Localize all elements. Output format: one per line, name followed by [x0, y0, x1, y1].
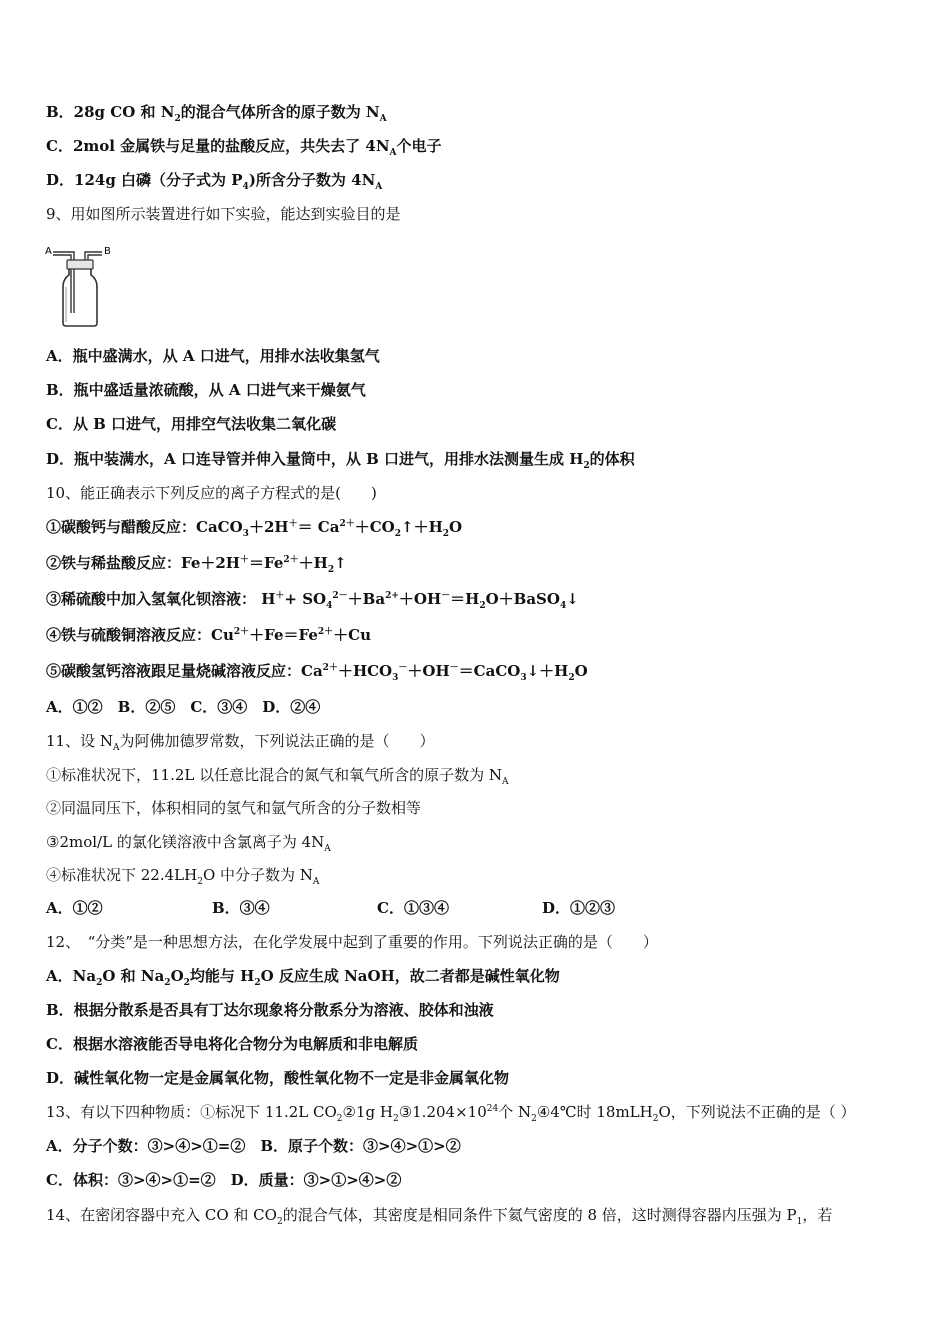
q11-item-4: ④标准状况下 $22.4LH_2O$ 中分子数为 $N_A$ [46, 866, 320, 887]
q11-option-c: C．①③④ [377, 899, 449, 917]
q10-item-4: ④铁与硫酸铜溶液反应：$Cu^{2+}+Fe=Fe^{2+}+Cu$ [46, 626, 371, 644]
q10-item-5: ⑤碳酸氢钙溶液跟足量烧碱溶液反应：$Ca^{2+}+HCO_3^-+OH^-=CaCO_3↓+H_2O$ [46, 662, 588, 683]
q9-option-a: A．瓶中盛满水，从 A 口进气，用排水法收集氢气 [46, 347, 380, 365]
q10-item-2: ②铁与稀盐酸反应：$Fe+2H^+=Fe^{2+}+H_2↑$ [46, 554, 347, 575]
q10-item-3: ③稀硫酸中加入氢氧化钡溶液： $H^++ SO_4^{2-}+Ba^{2+}+OH^-=H_2O+BaSO_4↓$ [46, 590, 579, 611]
q11-option-a: A．①② [46, 899, 103, 917]
q8-option-b: B．28g CO 和 $N_2$的混合气体所含的原子数为 $N_A$ [46, 103, 387, 124]
q12-option-a: A．$Na_2O$ 和 $Na_2O_2$均能与 $H_2O$ 反应生成 NaOH，故二者都是碱性氧化物 [46, 967, 560, 988]
q13-options-ab: A．分子个数：③>④>①=② B．原子个数：③>④>①>② [46, 1137, 461, 1155]
q12-option-d: D．碱性氧化物一定是金属氧化物，酸性氧化物不一定是非金属氧化物 [46, 1069, 510, 1087]
q13-options-cd: C．体积：③>④>①=② D．质量：③>①>④>② [46, 1171, 402, 1189]
q8-option-d: D．124g 白磷（分子式为 $P_4$)所含分子数为 $4N_A$ [46, 171, 383, 192]
q11-item-2: ②同温同压下，体积相同的氢气和氩气所含的分子数相等 [46, 799, 422, 817]
q14-stem: 14、在密闭容器中充入 CO 和 $CO_2$的混合气体，其密度是相同条件下氦气密度的 8 倍，这时测得容器内压强为 $P_1$，若 [46, 1206, 833, 1227]
q10-options: A．①② B．②⑤ C．③④ D．②④ [46, 698, 321, 716]
q10-item-1: ①碳酸钙与醋酸反应：CaCO$_3$＋2H＋＝ $Ca^{2+}+CO_2↑+H_2O$ [46, 518, 463, 539]
q11-item-3: ③2mol/L 的氯化镁溶液中含氯离子为 $4N_A$ [46, 833, 331, 854]
q12-stem: 12、 “分类”是一种思想方法，在化学发展中起到了重要的作用。下列说法正确的是（ ） [46, 933, 658, 951]
q9-stem: 9、用如图所示装置进行如下实验，能达到实验目的是 [46, 205, 401, 223]
q12-option-c: C．根据水溶液能否导电将化合物分为电解质和非电解质 [46, 1035, 418, 1053]
q10-stem: 10、能正确表示下列反应的离子方程式的是( ) [46, 484, 377, 502]
q11-stem: 11、设 $N_A$为阿佛加德罗常数，下列说法正确的是（ ） [46, 732, 435, 753]
q11-option-b: B．③④ [212, 899, 270, 917]
q11-item-1: ①标准状况下，11.2L 以任意比混合的氮气和氧气所含的原子数为 $N_A$ [46, 766, 509, 787]
gas-washing-bottle-figure [44, 243, 116, 327]
q9-option-b: B．瓶中盛适量浓硫酸，从 A 口进气来干燥氨气 [46, 381, 366, 399]
label-a: A [45, 246, 52, 257]
q9-option-d: D．瓶中装满水，A 口连导管并伸入量筒中，从 B 口进气，用排水法测量生成 $H_2$的体积 [46, 450, 635, 471]
q9-option-c: C．从 B 口进气，用排空气法收集二氧化碳 [46, 415, 337, 433]
q13-stem: 13、有以下四种物质：①标况下 11.2L $CO_2②1g$ $H_2③1.204\times 10^{24}$个 $N_2④4℃$时 18mLH$_2$O，下列说法不正确的是（ ） [46, 1103, 856, 1124]
q12-option-b: B．根据分散系是否具有丁达尔现象将分散系分为溶液、胶体和浊液 [46, 1001, 494, 1019]
label-b: B [104, 246, 111, 257]
q8-option-c: C．2mol 金属铁与足量的盐酸反应，共失去了 $4N_A$个电子 [46, 137, 442, 158]
q11-option-d: D．①②③ [542, 899, 616, 917]
